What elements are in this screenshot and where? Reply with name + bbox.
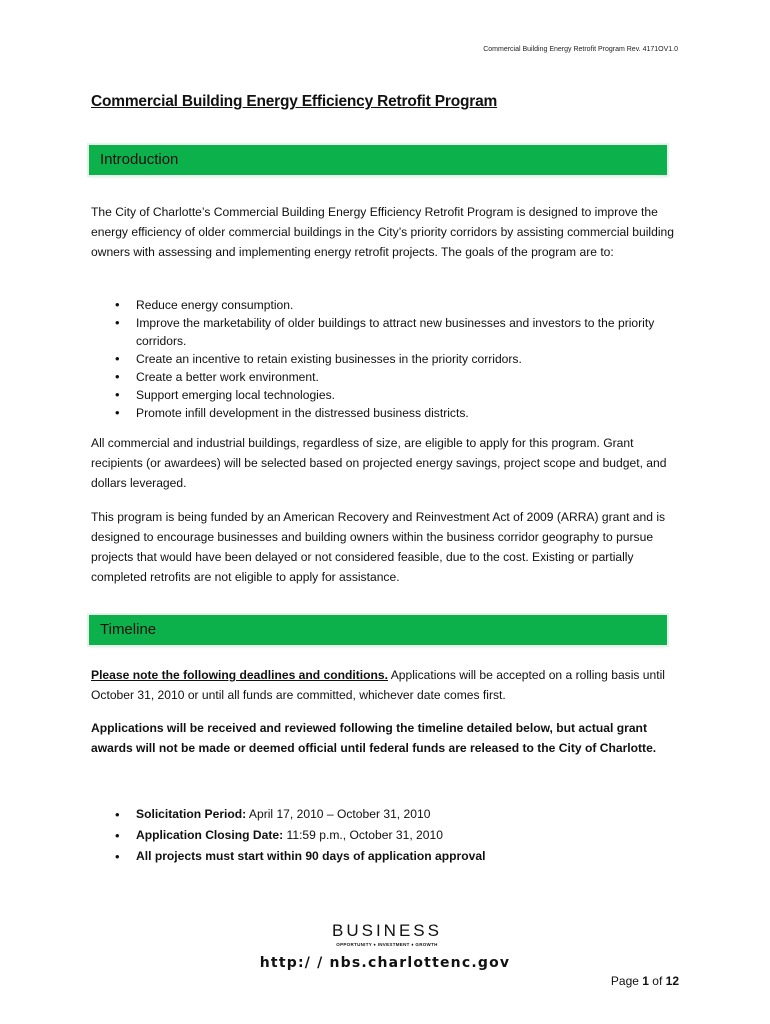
page-number: [611, 974, 679, 988]
website-url: http:/ / nbs.charlottenc.gov: [259, 955, 511, 971]
document-title: Commercial Building Energy Efficiency Retrofit Program: [91, 93, 498, 110]
timeline-item-label: Solicitation Period:: [136, 807, 247, 821]
timeline-item-value: 11:59 p.m., October 31, 2010: [283, 828, 443, 842]
list-item: • Promote infill development in the distressed business districts.: [91, 404, 681, 422]
page-of: of: [648, 974, 666, 988]
deadline-note-label: Please note the following deadlines and conditions.: [91, 668, 389, 682]
list-item: [91, 846, 681, 867]
list-item: • Create an incentive to retain existing businesses in the priority corridors.: [91, 350, 681, 368]
list-item: [91, 804, 681, 825]
list-item: [91, 825, 681, 846]
page-current: 1: [642, 974, 649, 988]
intro-paragraph-3: This program is being funded by an American Recovery and Reinvestment Act of 2009 (ARRA) grant and is designed to encourage businesses and building owners within the business corridor geography to pursue projects that would have been delayed or not considered feasible, due to the cost. Existing or partially completed retrofits are not eligible to apply for assistance.: [91, 510, 666, 584]
list-item: • Support emerging local technologies.: [91, 386, 681, 404]
deadline-note-text: Applications will be accepted on a rolling basis until October 31, 2010 or until all funds are committed, whichever date comes first.: [91, 668, 665, 702]
timeline-item-label: All projects must start within 90 days of application approval: [136, 849, 486, 863]
section-header-introduction: [89, 145, 667, 175]
timeline-note: [91, 665, 681, 705]
timeline-list: [91, 804, 681, 867]
document-reference: Commercial Building Energy Retrofit Program Rev. 4171OV1.0: [483, 46, 678, 53]
section-heading: Introduction: [100, 151, 179, 168]
list-item: • Create a better work environment.: [91, 368, 681, 386]
logo-wordmark: BUSINESS: [332, 921, 442, 940]
intro-paragraph-2: All commercial and industrial buildings, regardless of size, are eligible to apply for this program. Grant recipients (or awardees) will be selected based on projected energy savings, project scope and budget, and dollars leveraged.: [91, 436, 667, 490]
page-prefix: Page: [610, 974, 643, 988]
list-item: • Improve the marketability of older buildings to attract new businesses and investors to the priority corridors.: [91, 314, 681, 350]
goals-list: [91, 296, 681, 422]
page-total: 12: [665, 974, 679, 988]
list-item: • Reduce energy consumption.: [91, 296, 681, 314]
timeline-item-label: Application Closing Date:: [136, 828, 284, 842]
timeline-item-value: April 17, 2010 – October 31, 2010: [246, 807, 431, 821]
timeline-conditions: Applications will be received and reviewed following the timeline detailed below, but actual grant awards will not be made or deemed official until federal funds are released to the City of Charlotte.: [91, 721, 657, 755]
intro-paragraph-1: The City of Charlotte’s Commercial Building Energy Efficiency Retrofit Program is designed to improve the energy efficiency of older commercial buildings in the City’s priority corridors by assisting commercial building owners with assessing and implementing energy retrofit projects. The goals of the program are to:: [91, 205, 674, 259]
logo-tagline: OPPORTUNITY ♦ INVESTMENT ♦ GROWTH: [336, 942, 438, 947]
section-header-timeline: [89, 615, 667, 645]
section-heading: Timeline: [100, 621, 157, 638]
business-logo: [329, 921, 445, 947]
